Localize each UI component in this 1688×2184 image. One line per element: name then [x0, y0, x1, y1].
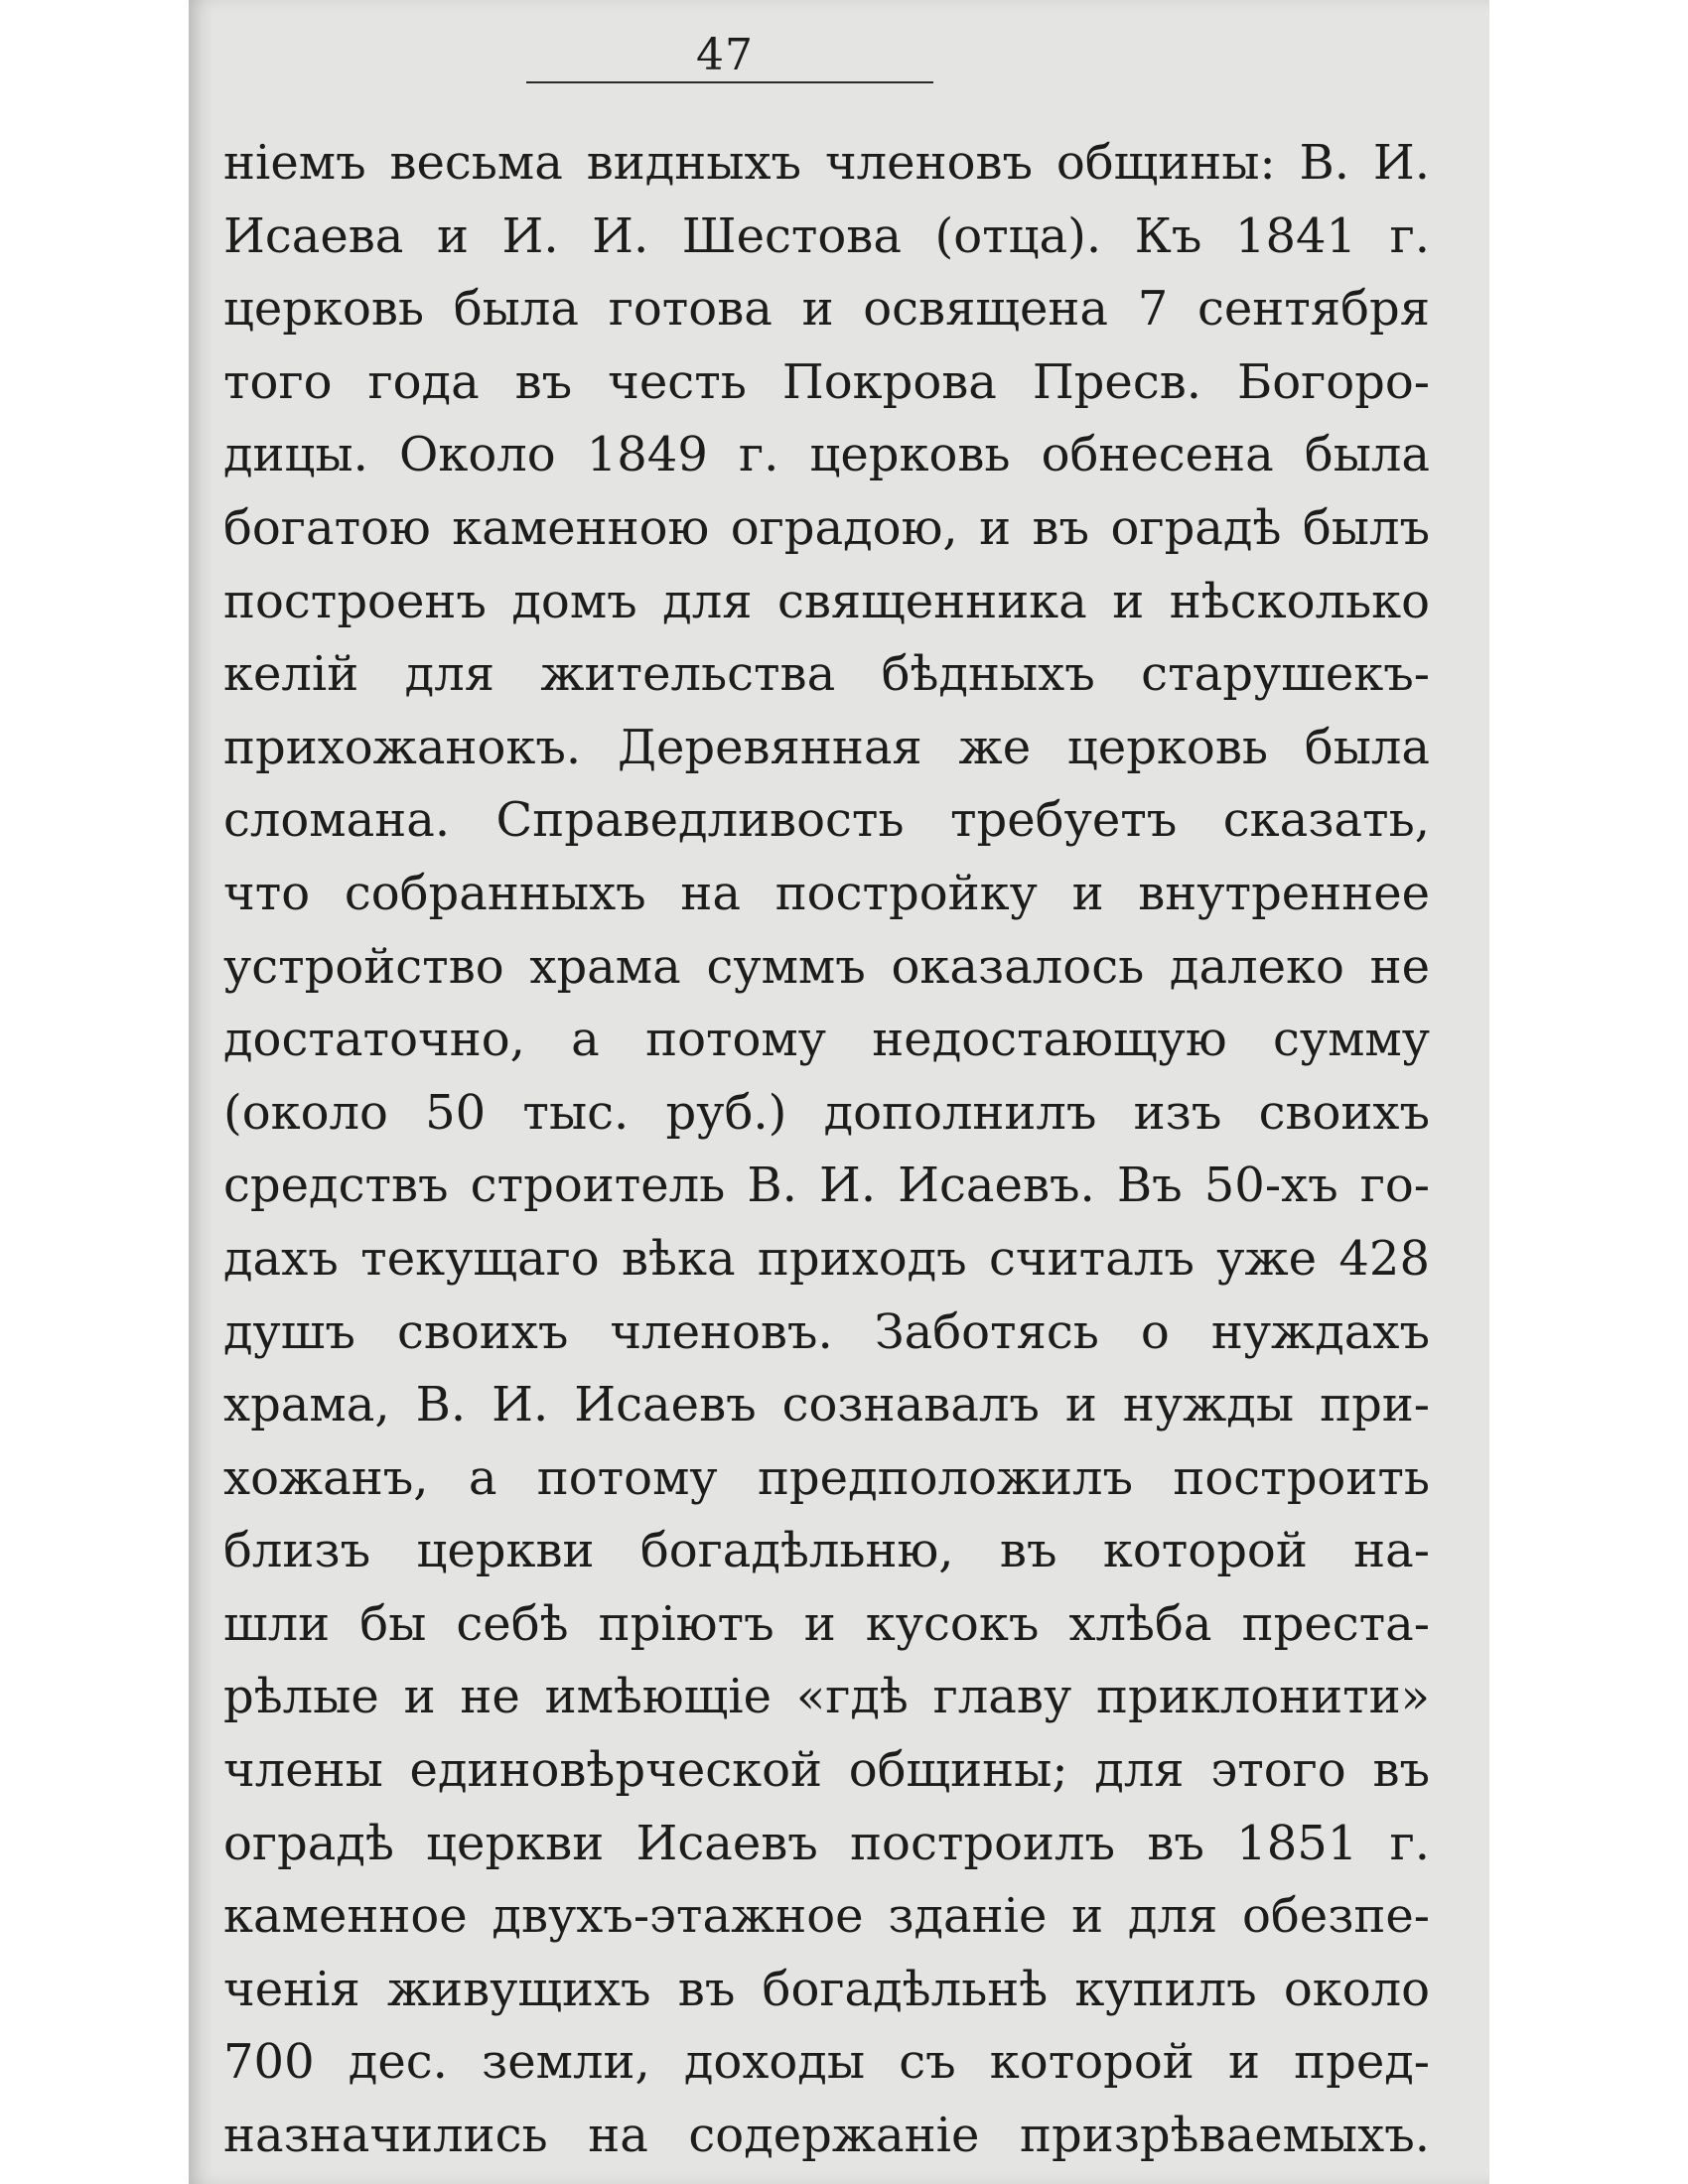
text-line: богатою каменною оградою, и въ оградѣ былъ [223, 499, 1430, 556]
text-line: шли бы себѣ пріютъ и кусокъ хлѣба преста- [223, 1595, 1430, 1652]
body-text [223, 127, 1430, 2173]
text-line: устройство храма суммъ оказалось далеко не [223, 938, 1430, 995]
text-line: оградѣ церкви Исаевъ построилъ въ 1851 г. [223, 1815, 1430, 1871]
page-number-container [516, 30, 933, 80]
text-line: построенъ домъ для священника и нѣсколько [223, 573, 1430, 629]
text-line: рѣлые и не имѣющіе «гдѣ главу приклонити» [223, 1669, 1430, 1725]
text-line: церковь была готова и освящена 7 сентября [223, 281, 1430, 338]
text-line: средствъ строитель В. И. Исаевъ. Въ 50-хъ го- [223, 1158, 1430, 1214]
page-number-rule [526, 81, 933, 83]
text-line: ніемъ весьма видныхъ членовъ общины: В. И. [223, 135, 1430, 191]
text-line: члены единовѣрческой общины; для этого въ [223, 1742, 1430, 1799]
text-line: достаточно, а потому недостающую сумму [223, 1012, 1430, 1068]
text-line: прихожанокъ. Деревянная же церковь была [223, 719, 1430, 775]
text-line: каменное двухъ-этажное зданіе и для обезпе- [223, 1888, 1430, 1945]
text-line: келій для жительства бѣдныхъ старушекъ- [223, 646, 1430, 703]
text-line: храма, В. И. Исаевъ сознавалъ и нужды при- [223, 1377, 1430, 1433]
text-line: Исаева и И. И. Шестова (отца). Къ 1841 г. [223, 207, 1430, 264]
text-line: (около 50 тыс. руб.) дополнилъ изъ своихъ [223, 1084, 1430, 1141]
text-line: того года въ честь Покрова Пресв. Богоро- [223, 353, 1430, 410]
text-line: ченія живущихъ въ богадѣльнѣ купилъ около [223, 1961, 1430, 2017]
text-line: душъ своихъ членовъ. Заботясь о нуждахъ [223, 1303, 1430, 1360]
text-line: дахъ текущаго вѣка приходъ считалъ уже 428 [223, 1230, 1430, 1287]
text-line: хожанъ, а потому предположилъ построить [223, 1449, 1430, 1506]
text-line: что собранныхъ на постройку и внутреннее [223, 865, 1430, 921]
text-line: сломана. Справедливость требуетъ сказать, [223, 792, 1430, 849]
text-line: близъ церкви богадѣльню, въ которой на- [223, 1523, 1430, 1579]
page-number: 47 [696, 30, 754, 80]
text-line: дицы. Около 1849 г. церковь обнесена была [223, 427, 1430, 483]
text-line: 700 дес. земли, доходы съ которой и пред- [223, 2034, 1430, 2091]
text-line: назначились на содержаніе призрѣваемыхъ. [223, 2108, 1430, 2164]
